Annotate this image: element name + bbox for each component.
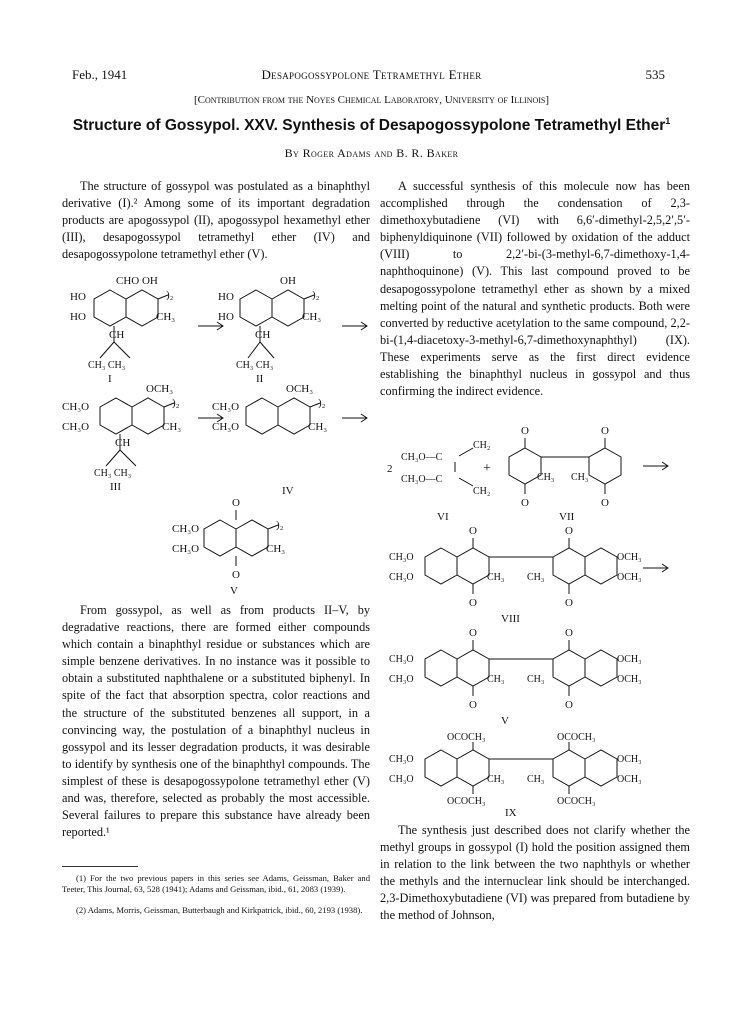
- compound-V-right-o1: O: [469, 627, 477, 639]
- compound-II: [218, 275, 321, 385]
- compound-IV-label: IV: [282, 485, 294, 497]
- compound-VIII-o3: O: [565, 525, 573, 537]
- compound-VI-line1: CH₃O—C: [401, 452, 443, 463]
- compound-VII-label: VII: [559, 511, 575, 523]
- compound-VII-me2: CH₃: [571, 472, 589, 483]
- compound-IX-label: IX: [505, 807, 517, 819]
- footnote-rule: [62, 866, 138, 867]
- compound-V-right-ome2: CH₃O: [389, 674, 414, 685]
- running-header-date: Feb., 1941: [72, 67, 128, 82]
- compound-VIII-me2: CH₃: [527, 572, 545, 583]
- compound-VI-ch2a: CH₂: [473, 440, 491, 451]
- structures-diagram-right: [385, 420, 690, 820]
- compound-VIII-label: VIII: [501, 613, 520, 625]
- compound-III-me: CH₃: [162, 421, 182, 433]
- compound-V-o2: CH₃O: [172, 543, 200, 555]
- article-title: [0, 116, 743, 135]
- compound-VIII-o4: O: [565, 597, 573, 609]
- right-paragraph-2: The synthesis just described does not clarify whether the methyl groups in gossypol (I) hold the position assigned them in relation to the link between the two naphthyls or whether the methyls and the internuclear link should be interchanged. 2,3-Dimethoxybutadiene (VI) was prepared from butadiene by the method of Johnson,: [380, 823, 690, 923]
- compound-IX-oac3: OCOCH₃: [557, 732, 596, 743]
- contribution-line: [Contribution from the Noyes Chemical Laboratory, University of Illinois]: [193, 94, 550, 106]
- compound-III-o2: CH₃O: [62, 421, 90, 433]
- compound-I-sub: )₂: [166, 289, 174, 301]
- left-paragraph-1: The structure of gossypol was postulated as a binaphthyl derivative (I).² Among some of its important degradation products are apogossypol (II), apogossypol hexamethyl ether (III), desapogossypol tetramethyl ether (IV) and desapogossypolone tetramethyl ether (V).: [62, 179, 370, 262]
- compound-VI: [387, 440, 490, 523]
- compound-VI-ch2b: CH₂: [473, 486, 491, 497]
- compound-III-sub: )₂: [172, 397, 180, 409]
- compound-VII-o1: O: [521, 425, 529, 437]
- compound-V-right-me1: CH₃: [487, 674, 505, 685]
- compound-IX-me1: CH₃: [487, 774, 505, 785]
- compound-II-me: CH₃: [302, 311, 322, 323]
- compound-II-ch: CH: [255, 329, 271, 341]
- compound-I-me: CH₃: [156, 311, 176, 323]
- compound-V-right-ome4: OCH₃: [617, 674, 642, 685]
- page-number: 535: [645, 67, 665, 82]
- compound-I-ho2: HO: [70, 311, 86, 323]
- running-header-title: Desapogossypolone Tetramethyl Ether: [261, 67, 482, 82]
- left-paragraph-2: From gossypol, as well as from products II–V, by degradative reactions, there are formed either compounds which contain a binaphthyl residue or substances which are simple benzene derivatives. In no instance was it possible to obtain a substituted naphthalene or a substituted biphenyl. In spite of the fact that absorption spectra, color reactions and the structure of the substituted benzenes all support, in a convincing way, the postulation of a binaphthyl nucleus in gossypol and its lesser degradation products, it was desirable to identify by synthesis one of the binaphthyl compounds. The simplest of these is desapogossypolone tetramethyl ether (V) and was, therefore, selected as probably the most accessible. Several failures to prepare this substance have already been reported.¹: [62, 603, 370, 840]
- compound-V-right-o2: O: [469, 699, 477, 711]
- compound-IX-me2: CH₃: [527, 774, 545, 785]
- coefficient-2: 2: [387, 463, 393, 475]
- compound-VII-o2: O: [521, 497, 529, 509]
- compound-IX: [389, 732, 642, 819]
- compound-I-chme: CH₃ CH₃: [88, 360, 126, 371]
- compound-II-sub: )₂: [312, 289, 320, 301]
- compound-V-right-label: V: [501, 715, 509, 727]
- compound-VI-line2: CH₃O—C: [401, 474, 443, 485]
- compound-V-me: CH₃: [266, 543, 286, 555]
- compound-IX-ome4: OCH₃: [617, 774, 642, 785]
- compound-VII: [509, 425, 621, 523]
- compound-IX-ome2: CH₃O: [389, 774, 414, 785]
- compound-IX-oac4: OCOCH₃: [557, 796, 596, 807]
- compound-V-label: V: [230, 585, 238, 597]
- compound-II-chme: CH₃ CH₃: [236, 360, 274, 371]
- compound-V-o-bot: O: [232, 569, 240, 581]
- compound-VII-o3: O: [601, 425, 609, 437]
- compound-VIII-o1: O: [469, 525, 477, 537]
- compound-V-left: [172, 497, 285, 597]
- plus-sign: +: [483, 461, 491, 476]
- compound-V-o1: CH₃O: [172, 523, 200, 535]
- compound-II-label: II: [256, 373, 264, 385]
- compound-V-right: [389, 627, 642, 727]
- compound-VIII: [389, 525, 642, 625]
- compound-V-right-o3: O: [565, 627, 573, 639]
- compound-I-top: CHO OH: [116, 275, 158, 287]
- compound-VIII-o2: O: [469, 597, 477, 609]
- compound-V-right-o4: O: [565, 699, 573, 711]
- compound-V-right-me2: CH₃: [527, 674, 545, 685]
- compound-VIII-ome3: OCH₃: [617, 552, 642, 563]
- byline: By Roger Adams and B. R. Baker: [284, 146, 459, 160]
- right-paragraph-1: A successful synthesis of this molecule now has been accomplished through the condensation of 2,3-dimethoxybutadiene (VI) with 6,6′-dimethyl-2,5,2′,5′-biphenyldiquinone (VII) followed by oxidation of the adduct (VIII) to 2,2′-bi-(3-methyl-6,7-dimethoxy-1,4-naphthoquinone) (V). This last compound proved to be desapogossypolone tetramethyl ether as shown by a mixed melting point of the natural and synthetic products. Both were converted by reductive acetylation to the same compound, 2,2-bi-(1,4-diacetoxy-3-methyl-6,7-dimethoxynaphthyl) (IX). These experiments serve as the first direct evidence establishing the binaphthyl nucleus in gossypol and thus confirming the indirect evidence.: [380, 179, 690, 399]
- compound-II-top: OH: [280, 275, 296, 287]
- compound-IX-ome1: CH₃O: [389, 754, 414, 765]
- compound-V-o-top: O: [232, 497, 240, 509]
- compound-VIII-ome2: CH₃O: [389, 572, 414, 583]
- compound-III-label: III: [110, 481, 121, 493]
- structures-diagram-left: [60, 268, 380, 598]
- compound-III-top: OCH₃: [146, 383, 174, 395]
- compound-IX-oac2: OCOCH₃: [447, 796, 486, 807]
- compound-V-right-ome1: CH₃O: [389, 654, 414, 665]
- compound-IV-sub: )₂: [318, 397, 326, 409]
- compound-VII-o4: O: [601, 497, 609, 509]
- compound-III: [62, 383, 181, 493]
- compound-IV-me: CH₃: [308, 421, 328, 433]
- compound-VIII-ome4: OCH₃: [617, 572, 642, 583]
- compound-II-ho1: HO: [218, 291, 234, 303]
- compound-III-chme: CH₃ CH₃: [94, 468, 132, 479]
- compound-VII-me1: CH₃: [537, 472, 555, 483]
- compound-IX-oac1: OCOCH₃: [447, 732, 486, 743]
- compound-I: [70, 275, 175, 385]
- compound-IX-ome3: OCH₃: [617, 754, 642, 765]
- compound-I-ho1: HO: [70, 291, 86, 303]
- footnote-1: (1) For the two previous papers in this series see Adams, Geissman, Baker and Teeter, This Journal, 63, 528 (1941); Adams and Geissman, ibid., 61, 2083 (1939).: [62, 873, 370, 894]
- compound-IV: [212, 383, 327, 497]
- compound-III-o1: CH₃O: [62, 401, 90, 413]
- compound-IV-top: OCH₃: [286, 383, 314, 395]
- title-footnote-mark: 1: [665, 116, 671, 126]
- article-title-text: Structure of Gossypol. XXV. Synthesis of Desapogossypolone Tetramethyl Ether: [72, 117, 666, 135]
- compound-II-ho2: HO: [218, 311, 234, 323]
- compound-V-sub: )₂: [276, 519, 284, 531]
- compound-VI-label: VI: [437, 511, 449, 523]
- compound-IV-o1: CH₃O: [212, 401, 240, 413]
- compound-V-right-ome3: OCH₃: [617, 654, 642, 665]
- compound-VIII-ome1: CH₃O: [389, 552, 414, 563]
- compound-VIII-me1: CH₃: [487, 572, 505, 583]
- compound-IV-o2: CH₃O: [212, 421, 240, 433]
- compound-III-ch: CH: [115, 437, 131, 449]
- compound-I-ch: CH: [109, 329, 125, 341]
- footnote-2: (2) Adams, Morris, Geissman, Butterbaugh and Kirkpatrick, ibid., 60, 2193 (1938).: [76, 905, 363, 915]
- compound-I-label: I: [108, 373, 112, 385]
